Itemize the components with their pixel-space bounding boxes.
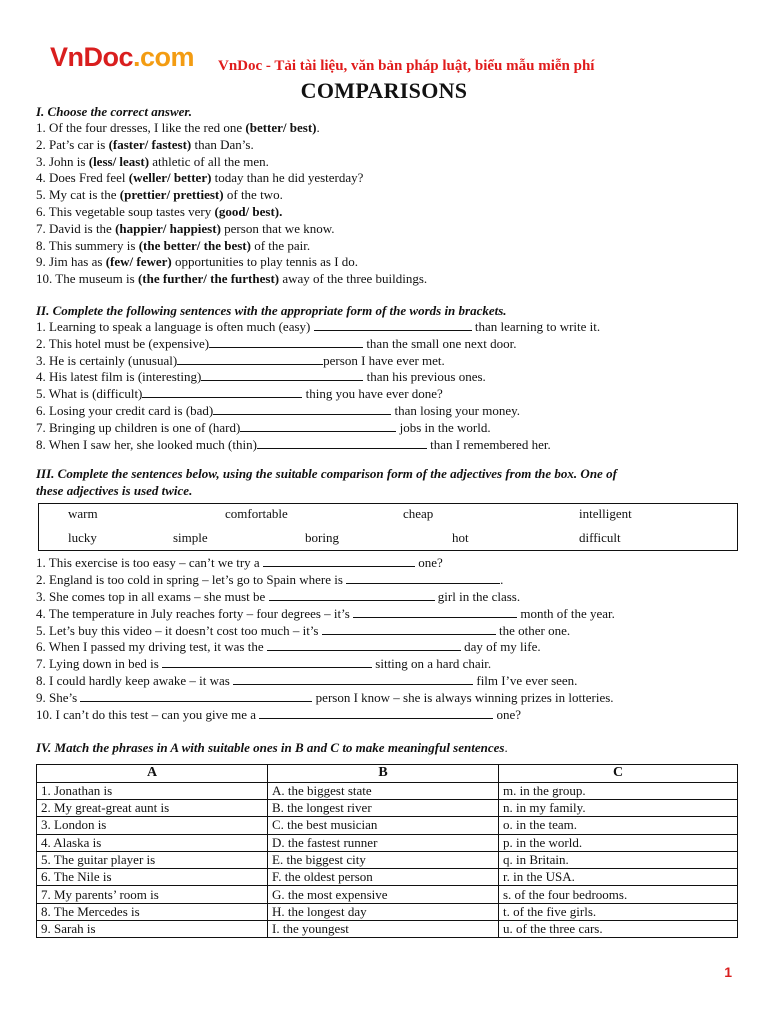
question-item: 10. The museum is (the further/ the furthest) away of the three buildings. bbox=[36, 271, 428, 287]
answer-blank[interactable] bbox=[142, 386, 302, 398]
vndoc-logo[interactable] bbox=[50, 42, 194, 73]
section-4-title: IV. Match the phrases in A with suitable ones in B and C to make meaningful sentences. bbox=[36, 740, 508, 756]
word-box-item: lucky bbox=[68, 530, 97, 546]
question-item: 8. This summery is (the better/ the best) of the pair. bbox=[36, 237, 311, 253]
question-item: 2. Pat’s car is (faster/ fastest) than Dan’s. bbox=[36, 136, 254, 152]
question-item: 4. Does Fred feel (weller/ better) today than he did yesterday? bbox=[36, 170, 364, 186]
fill-in-item: 9. She’s person I know – she is always winning prizes in lotteries. bbox=[36, 689, 614, 705]
fill-in-item: 7. Lying down in bed is sitting on a hard chair. bbox=[36, 656, 492, 672]
question-item: 3. John is (less/ least) athletic of all the men. bbox=[36, 153, 269, 169]
matching-table bbox=[36, 764, 738, 938]
page-number: 1 bbox=[724, 964, 732, 980]
word-box-item: simple bbox=[173, 530, 208, 546]
column-header-c: C bbox=[499, 765, 738, 782]
fill-in-item: 2. This hotel must be (expensive) than the small one next door. bbox=[36, 335, 517, 351]
table-header-row bbox=[37, 765, 738, 782]
answer-blank[interactable] bbox=[162, 656, 372, 668]
section-3-title: III. Complete the sentences below, using the suitable comparison form of the adjectives from the box. One of these adjectives is used twice. bbox=[36, 466, 617, 499]
section-3-list bbox=[36, 555, 740, 723]
word-box-item: intelligent bbox=[579, 506, 632, 522]
word-box-item: difficult bbox=[579, 530, 621, 546]
question-item: 7. David is the (happier/ happiest) person that we know. bbox=[36, 220, 335, 236]
answer-blank[interactable] bbox=[314, 319, 472, 331]
page-title: COMPARISONS bbox=[300, 78, 468, 103]
answer-blank[interactable] bbox=[269, 589, 435, 601]
word-box-item: cheap bbox=[403, 506, 434, 522]
answer-blank[interactable] bbox=[259, 707, 493, 719]
table-row: 5. The guitar player is E. the biggest city q. in Britain. bbox=[37, 851, 738, 868]
table-row: 1. Jonathan is A. the biggest state m. in the group. bbox=[37, 782, 738, 799]
answer-blank[interactable] bbox=[209, 336, 363, 348]
answer-blank[interactable] bbox=[201, 369, 363, 381]
table-row: 7. My parents’ room is G. the most expensive s. of the four bedrooms. bbox=[37, 886, 738, 903]
table-row: 9. Sarah is I. the youngest u. of the three cars. bbox=[37, 920, 738, 937]
answer-blank[interactable] bbox=[322, 623, 496, 635]
table-row: 2. My great-great aunt is B. the longest river n. in my family. bbox=[37, 799, 738, 816]
logo-ext-text: .com bbox=[133, 42, 195, 72]
answer-blank[interactable] bbox=[213, 403, 391, 415]
question-item: 1. Of the four dresses, I like the red one (better/ best). bbox=[36, 120, 320, 135]
fill-in-item: 2. England is too cold in spring – let’s go to Spain where is . bbox=[36, 572, 504, 588]
logo-main-text: VnDoc bbox=[50, 42, 134, 72]
fill-in-item: 6. Losing your credit card is (bad) than losing your money. bbox=[36, 402, 521, 418]
column-header-b: B bbox=[268, 765, 499, 782]
table-row: 8. The Mercedes is H. the longest day t. of the five girls. bbox=[37, 903, 738, 920]
fill-in-item: 8. I could hardly keep awake – it was film I’ve ever seen. bbox=[36, 672, 578, 688]
question-item: 5. My cat is the (prettier/ prettiest) of the two. bbox=[36, 187, 283, 203]
question-item: 6. This vegetable soup tastes very (good/ best). bbox=[36, 203, 283, 219]
answer-blank[interactable] bbox=[177, 353, 323, 365]
fill-in-item: 7. Bringing up children is one of (hard) jobs in the world. bbox=[36, 419, 491, 435]
word-box-item: boring bbox=[305, 530, 339, 546]
fill-in-item: 6. When I passed my driving test, it was the day of my life. bbox=[36, 639, 541, 655]
fill-in-item: 5. What is (difficult) thing you have ever done? bbox=[36, 386, 443, 402]
word-box-item: warm bbox=[68, 506, 98, 522]
answer-blank[interactable] bbox=[346, 572, 500, 584]
answer-blank[interactable] bbox=[353, 606, 517, 618]
fill-in-item: 8. When I saw her, she looked much (thin) than I remembered her. bbox=[36, 436, 551, 452]
section-2-list bbox=[36, 319, 740, 453]
section-1-title: I. Choose the correct answer. bbox=[36, 104, 193, 119]
site-tagline: VnDoc - Tải tài liệu, văn bản pháp luật, biểu mẫu miễn phí bbox=[218, 58, 595, 74]
word-box-item: comfortable bbox=[225, 506, 288, 522]
answer-blank[interactable] bbox=[263, 555, 415, 567]
answer-blank[interactable] bbox=[80, 690, 312, 702]
adjective-word-box bbox=[38, 503, 738, 551]
fill-in-item: 1. Learning to speak a language is often much (easy) than learning to write it. bbox=[36, 318, 601, 334]
word-box-item: hot bbox=[452, 530, 469, 546]
fill-in-item: 4. The temperature in July reaches forty – four degrees – it’s month of the year. bbox=[36, 605, 615, 621]
answer-blank[interactable] bbox=[267, 639, 461, 651]
answer-blank[interactable] bbox=[233, 673, 473, 685]
table-row: 4. Alaska is D. the fastest runner p. in the world. bbox=[37, 834, 738, 851]
fill-in-item: 3. He is certainly (unusual) person I have ever met. bbox=[36, 352, 445, 368]
fill-in-item: 1. This exercise is too easy – can’t we try a one? bbox=[36, 555, 443, 571]
fill-in-item: 3. She comes top in all exams – she must be girl in the class. bbox=[36, 588, 521, 604]
worksheet-body bbox=[36, 103, 740, 938]
fill-in-item: 10. I can’t do this test – can you give me a one? bbox=[36, 706, 522, 722]
table-row: 3. London is C. the best musician o. in the team. bbox=[37, 817, 738, 834]
column-header-a: A bbox=[37, 765, 268, 782]
table-row: 6. The Nile is F. the oldest person r. in the USA. bbox=[37, 869, 738, 886]
section-2-title: II. Complete the following sentences with the appropriate form of the words in brackets. bbox=[36, 302, 507, 318]
answer-blank[interactable] bbox=[257, 437, 427, 449]
fill-in-item: 5. Let’s buy this video – it doesn’t cost too much – it’s the other one. bbox=[36, 622, 571, 638]
section-1-list bbox=[36, 120, 740, 288]
fill-in-item: 4. His latest film is (interesting) than his previous ones. bbox=[36, 369, 486, 385]
site-header bbox=[50, 42, 750, 82]
answer-blank[interactable] bbox=[240, 420, 396, 432]
question-item: 9. Jim has as (few/ fewer) opportunities to play tennis as I do. bbox=[36, 254, 359, 270]
